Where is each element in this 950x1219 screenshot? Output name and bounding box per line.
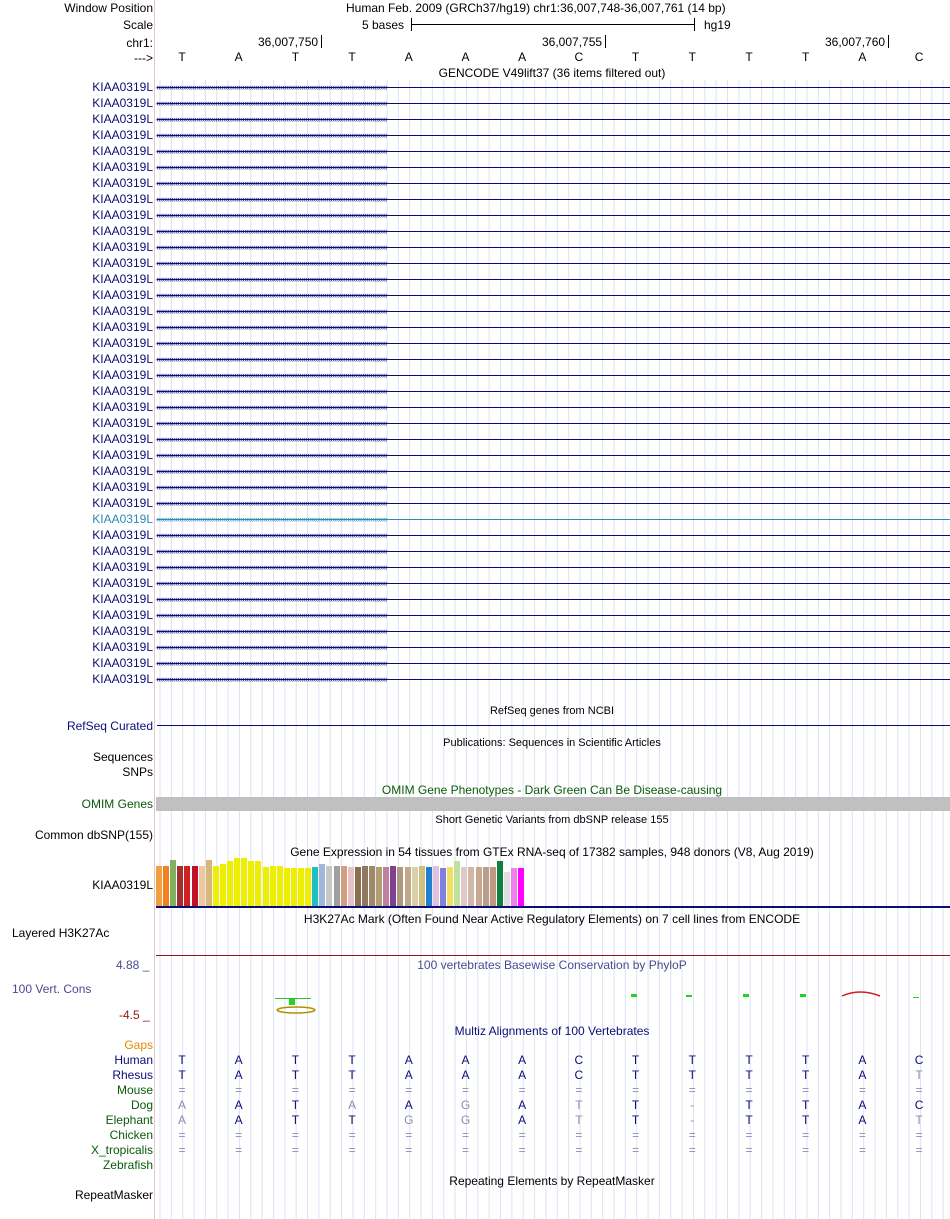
reference-base: T — [291, 50, 300, 64]
multiz-base: A — [234, 1053, 243, 1067]
cons-bar-1 — [275, 998, 311, 999]
gencode-strand-arrows: ‹‹‹‹‹‹‹‹‹‹‹‹‹‹‹‹‹‹‹‹‹‹‹‹‹‹‹‹‹‹‹‹‹‹‹‹‹‹‹‹‹‹‹‹‹‹‹‹‹‹‹‹‹‹‹‹‹‹‹‹‹‹‹‹‹‹‹‹‹‹‹‹‹‹‹‹‹‹‹‹‹‹‹‹‹‹‹‹‹‹‹‹‹‹‹‹‹‹‹‹‹‹‹‹‹‹‹‹‹‹ — [156, 210, 387, 220]
multiz-species-label[interactable]: X_tropicalis — [90, 1143, 153, 1157]
scale-value: 5 bases — [362, 18, 405, 32]
reference-base: T — [348, 50, 356, 64]
multiz-base: T — [802, 1098, 810, 1112]
gencode-strand-arrows: ‹‹‹‹‹‹‹‹‹‹‹‹‹‹‹‹‹‹‹‹‹‹‹‹‹‹‹‹‹‹‹‹‹‹‹‹‹‹‹‹‹‹‹‹‹‹‹‹‹‹‹‹‹‹‹‹‹‹‹‹‹‹‹‹‹‹‹‹‹‹‹‹‹‹‹‹‹‹‹‹‹‹‹‹‹‹‹‹‹‹‹‹‹‹‹‹‹‹‹‹‹‹‹‹‹‹‹‹‹‹ — [156, 370, 387, 380]
gencode-gene-label[interactable]: KIAA0319L — [92, 192, 153, 206]
multiz-base: T — [291, 1098, 300, 1112]
multiz-gaps-label: Gaps — [124, 1038, 153, 1052]
gencode-strand-arrows: ‹‹‹‹‹‹‹‹‹‹‹‹‹‹‹‹‹‹‹‹‹‹‹‹‹‹‹‹‹‹‹‹‹‹‹‹‹‹‹‹‹‹‹‹‹‹‹‹‹‹‹‹‹‹‹‹‹‹‹‹‹‹‹‹‹‹‹‹‹‹‹‹‹‹‹‹‹‹‹‹‹‹‹‹‹‹‹‹‹‹‹‹‹‹‹‹‹‹‹‹‹‹‹‹‹‹‹‹‹‹ — [156, 386, 387, 396]
gencode-gene-label[interactable]: KIAA0319L — [92, 176, 153, 190]
gencode-gene-label[interactable]: KIAA0319L — [92, 208, 153, 222]
multiz-base: = — [291, 1083, 299, 1097]
multiz-base: = — [518, 1128, 526, 1142]
multiz-base: T — [915, 1113, 923, 1127]
coord-1: 36,007,750 — [258, 35, 319, 49]
multiz-base: A — [518, 1098, 527, 1112]
gencode-strand-arrows: ‹‹‹‹‹‹‹‹‹‹‹‹‹‹‹‹‹‹‹‹‹‹‹‹‹‹‹‹‹‹‹‹‹‹‹‹‹‹‹‹‹‹‹‹‹‹‹‹‹‹‹‹‹‹‹‹‹‹‹‹‹‹‹‹‹‹‹‹‹‹‹‹‹‹‹‹‹‹‹‹‹‹‹‹‹‹‹‹‹‹‹‹‹‹‹‹‹‹‹‹‹‹‹‹‹‹‹‹‹‹ — [156, 226, 387, 236]
multiz-base: = — [632, 1143, 640, 1157]
gencode-gene-label[interactable]: KIAA0319L — [92, 416, 153, 430]
multiz-base: T — [802, 1068, 810, 1082]
multiz-base: A — [461, 1053, 470, 1067]
multiz-base: A — [518, 1068, 527, 1082]
gencode-gene-label[interactable]: KIAA0319L — [92, 464, 153, 478]
multiz-base: = — [461, 1128, 470, 1142]
multiz-species-label[interactable]: Zebrafish — [102, 1158, 153, 1172]
conservation-track-title[interactable]: 100 vertebrates Basewise Conservation by PhyloP — [417, 958, 687, 972]
gtex-label[interactable]: KIAA0319L — [92, 878, 153, 892]
multiz-base: = — [858, 1083, 866, 1097]
cons-negative-curve — [842, 992, 880, 996]
multiz-base: T — [745, 1068, 753, 1082]
multiz-base: = — [178, 1128, 186, 1142]
gencode-gene-label[interactable]: KIAA0319L — [92, 624, 153, 638]
multiz-base: T — [688, 1053, 696, 1067]
gencode-gene-label[interactable]: KIAA0319L — [92, 336, 153, 350]
gencode-gene-label[interactable]: KIAA0319L — [92, 512, 153, 526]
multiz-base: T — [575, 1098, 583, 1112]
gencode-strand-arrows: ‹‹‹‹‹‹‹‹‹‹‹‹‹‹‹‹‹‹‹‹‹‹‹‹‹‹‹‹‹‹‹‹‹‹‹‹‹‹‹‹‹‹‹‹‹‹‹‹‹‹‹‹‹‹‹‹‹‹‹‹‹‹‹‹‹‹‹‹‹‹‹‹‹‹‹‹‹‹‹‹‹‹‹‹‹‹‹‹‹‹‹‹‹‹‹‹‹‹‹‹‹‹‹‹‹‹‹‹‹‹ — [156, 674, 387, 684]
multiz-base: A — [858, 1113, 867, 1127]
multiz-base: = — [348, 1083, 356, 1097]
gencode-gene-label[interactable]: KIAA0319L — [92, 256, 153, 270]
multiz-base: T — [631, 1113, 640, 1127]
refseq-track-title[interactable]: RefSeq genes from NCBI — [489, 705, 615, 717]
multiz-base: = — [405, 1128, 413, 1142]
reference-base: T — [802, 50, 810, 64]
multiz-species-label[interactable]: Rhesus — [112, 1068, 153, 1082]
gencode-gene-label[interactable]: KIAA0319L — [92, 640, 153, 654]
multiz-base: = — [575, 1083, 583, 1097]
multiz-base: A — [518, 1113, 527, 1127]
multiz-base: A — [177, 1098, 187, 1112]
multiz-base: T — [348, 1113, 356, 1127]
multiz-base: C — [914, 1098, 924, 1112]
multiz-base: = — [235, 1083, 243, 1097]
reference-base: T — [178, 50, 186, 64]
reference-base: T — [745, 50, 753, 64]
multiz-track-title[interactable]: Multiz Alignments of 100 Vertebrates — [454, 1024, 650, 1038]
dbsnp-label[interactable]: Common dbSNP(155) — [34, 828, 153, 842]
multiz-base: = — [858, 1143, 866, 1157]
multiz-base: T — [575, 1113, 583, 1127]
multiz-base: = — [688, 1143, 696, 1157]
gencode-strand-arrows: ‹‹‹‹‹‹‹‹‹‹‹‹‹‹‹‹‹‹‹‹‹‹‹‹‹‹‹‹‹‹‹‹‹‹‹‹‹‹‹‹‹‹‹‹‹‹‹‹‹‹‹‹‹‹‹‹‹‹‹‹‹‹‹‹‹‹‹‹‹‹‹‹‹‹‹‹‹‹‹‹‹‹‹‹‹‹‹‹‹‹‹‹‹‹‹‹‹‹‹‹‹‹‹‹‹‹‹‹‹‹ — [156, 594, 387, 604]
gencode-gene-label[interactable]: KIAA0319L — [92, 144, 153, 158]
multiz-base: - — [690, 1113, 695, 1127]
multiz-base: T — [688, 1068, 696, 1082]
multiz-base: = — [915, 1143, 923, 1157]
dbsnp-track-title[interactable]: Short Genetic Variants from dbSNP release 155 — [435, 814, 669, 826]
gencode-gene-label[interactable]: KIAA0319L — [92, 448, 153, 462]
gencode-strand-arrows: ‹‹‹‹‹‹‹‹‹‹‹‹‹‹‹‹‹‹‹‹‹‹‹‹‹‹‹‹‹‹‹‹‹‹‹‹‹‹‹‹‹‹‹‹‹‹‹‹‹‹‹‹‹‹‹‹‹‹‹‹‹‹‹‹‹‹‹‹‹‹‹‹‹‹‹‹‹‹‹‹‹‹‹‹‹‹‹‹‹‹‹‹‹‹‹‹‹‹‹‹‹‹‹‹‹‹‹‹‹‹ — [156, 434, 387, 444]
multiz-base: A — [404, 1098, 413, 1112]
cons-bar-4 — [743, 994, 749, 997]
h3k27ac-label[interactable]: Layered H3K27Ac — [12, 926, 110, 940]
multiz-base: T — [178, 1053, 186, 1067]
conservation-min-label: -4.5 _ — [119, 1008, 150, 1022]
omim-label[interactable]: OMIM Genes — [81, 797, 153, 811]
gencode-strand-arrows: ‹‹‹‹‹‹‹‹‹‹‹‹‹‹‹‹‹‹‹‹‹‹‹‹‹‹‹‹‹‹‹‹‹‹‹‹‹‹‹‹‹‹‹‹‹‹‹‹‹‹‹‹‹‹‹‹‹‹‹‹‹‹‹‹‹‹‹‹‹‹‹‹‹‹‹‹‹‹‹‹‹‹‹‹‹‹‹‹‹‹‹‹‹‹‹‹‹‹‹‹‹‹‹‹‹‹‹‹‹‹ — [156, 130, 387, 140]
multiz-base: = — [518, 1143, 526, 1157]
gencode-strand-arrows: ‹‹‹‹‹‹‹‹‹‹‹‹‹‹‹‹‹‹‹‹‹‹‹‹‹‹‹‹‹‹‹‹‹‹‹‹‹‹‹‹‹‹‹‹‹‹‹‹‹‹‹‹‹‹‹‹‹‹‹‹‹‹‹‹‹‹‹‹‹‹‹‹‹‹‹‹‹‹‹‹‹‹‹‹‹‹‹‹‹‹‹‹‹‹‹‹‹‹‹‹‹‹‹‹‹‹‹‹‹‹ — [156, 450, 387, 460]
gencode-strand-arrows: ‹‹‹‹‹‹‹‹‹‹‹‹‹‹‹‹‹‹‹‹‹‹‹‹‹‹‹‹‹‹‹‹‹‹‹‹‹‹‹‹‹‹‹‹‹‹‹‹‹‹‹‹‹‹‹‹‹‹‹‹‹‹‹‹‹‹‹‹‹‹‹‹‹‹‹‹‹‹‹‹‹‹‹‹‹‹‹‹‹‹‹‹‹‹‹‹‹‹‹‹‹‹‹‹‹‹‹‹‹‹ — [156, 178, 387, 188]
reference-base: T — [688, 50, 696, 64]
multiz-base: A — [858, 1098, 867, 1112]
reference-base: A — [858, 50, 867, 64]
reference-base: A — [518, 50, 527, 64]
multiz-base: = — [405, 1143, 413, 1157]
gencode-gene-label[interactable]: KIAA0319L — [92, 240, 153, 254]
multiz-base: C — [574, 1068, 584, 1082]
gencode-strand-arrows: ‹‹‹‹‹‹‹‹‹‹‹‹‹‹‹‹‹‹‹‹‹‹‹‹‹‹‹‹‹‹‹‹‹‹‹‹‹‹‹‹‹‹‹‹‹‹‹‹‹‹‹‹‹‹‹‹‹‹‹‹‹‹‹‹‹‹‹‹‹‹‹‹‹‹‹‹‹‹‹‹‹‹‹‹‹‹‹‹‹‹‹‹‹‹‹‹‹‹‹‹‹‹‹‹‹‹‹‹‹‹ — [156, 626, 387, 636]
gencode-gene-label[interactable]: KIAA0319L — [92, 112, 153, 126]
multiz-base: T — [631, 1053, 640, 1067]
multiz-base: T — [745, 1113, 753, 1127]
gencode-gene-label[interactable]: KIAA0319L — [92, 96, 153, 110]
gencode-gene-label[interactable]: KIAA0319L — [92, 352, 153, 366]
strand-label: ---> — [134, 51, 153, 65]
multiz-base: A — [858, 1053, 867, 1067]
multiz-base: = — [178, 1143, 186, 1157]
multiz-base: = — [632, 1128, 640, 1142]
multiz-base: A — [461, 1068, 470, 1082]
gencode-gene-label[interactable]: KIAA0319L — [92, 368, 153, 382]
multiz-base: A — [234, 1068, 243, 1082]
gencode-strand-arrows: ‹‹‹‹‹‹‹‹‹‹‹‹‹‹‹‹‹‹‹‹‹‹‹‹‹‹‹‹‹‹‹‹‹‹‹‹‹‹‹‹‹‹‹‹‹‹‹‹‹‹‹‹‹‹‹‹‹‹‹‹‹‹‹‹‹‹‹‹‹‹‹‹‹‹‹‹‹‹‹‹‹‹‹‹‹‹‹‹‹‹‹‹‹‹‹‹‹‹‹‹‹‹‹‹‹‹‹‹‹‹ — [156, 274, 387, 284]
multiz-base: = — [575, 1128, 583, 1142]
multiz-base: T — [291, 1068, 300, 1082]
multiz-base: = — [348, 1143, 356, 1157]
multiz-base: - — [690, 1098, 695, 1112]
gencode-strand-arrows: ‹‹‹‹‹‹‹‹‹‹‹‹‹‹‹‹‹‹‹‹‹‹‹‹‹‹‹‹‹‹‹‹‹‹‹‹‹‹‹‹‹‹‹‹‹‹‹‹‹‹‹‹‹‹‹‹‹‹‹‹‹‹‹‹‹‹‹‹‹‹‹‹‹‹‹‹‹‹‹‹‹‹‹‹‹‹‹‹‹‹‹‹‹‹‹‹‹‹‹‹‹‹‹‹‹‹‹‹‹‹ — [156, 530, 387, 540]
multiz-base: = — [575, 1143, 583, 1157]
gencode-strand-arrows: ‹‹‹‹‹‹‹‹‹‹‹‹‹‹‹‹‹‹‹‹‹‹‹‹‹‹‹‹‹‹‹‹‹‹‹‹‹‹‹‹‹‹‹‹‹‹‹‹‹‹‹‹‹‹‹‹‹‹‹‹‹‹‹‹‹‹‹‹‹‹‹‹‹‹‹‹‹‹‹‹‹‹‹‹‹‹‹‹‹‹‹‹‹‹‹‹‹‹‹‹‹‹‹‹‹‹‹‹‹‹ — [156, 578, 387, 588]
omim-track-title[interactable]: OMIM Gene Phenotypes - Dark Green Can Be Disease-causing — [381, 783, 723, 797]
multiz-base: = — [688, 1083, 696, 1097]
multiz-base: T — [802, 1053, 810, 1067]
reference-base: T — [631, 50, 640, 64]
multiz-species-label[interactable]: Elephant — [105, 1113, 153, 1127]
refseq-label[interactable]: RefSeq Curated — [66, 719, 153, 733]
gencode-strand-arrows: ‹‹‹‹‹‹‹‹‹‹‹‹‹‹‹‹‹‹‹‹‹‹‹‹‹‹‹‹‹‹‹‹‹‹‹‹‹‹‹‹‹‹‹‹‹‹‹‹‹‹‹‹‹‹‹‹‹‹‹‹‹‹‹‹‹‹‹‹‹‹‹‹‹‹‹‹‹‹‹‹‹‹‹‹‹‹‹‹‹‹‹‹‹‹‹‹‹‹‹‹‹‹‹‹‹‹‹‹‹‹ — [156, 482, 387, 492]
multiz-base: G — [460, 1113, 471, 1127]
gencode-strand-arrows: ‹‹‹‹‹‹‹‹‹‹‹‹‹‹‹‹‹‹‹‹‹‹‹‹‹‹‹‹‹‹‹‹‹‹‹‹‹‹‹‹‹‹‹‹‹‹‹‹‹‹‹‹‹‹‹‹‹‹‹‹‹‹‹‹‹‹‹‹‹‹‹‹‹‹‹‹‹‹‹‹‹‹‹‹‹‹‹‹‹‹‹‹‹‹‹‹‹‹‹‹‹‹‹‹‹‹‹‹‹‹ — [156, 610, 387, 620]
gencode-strand-arrows: ‹‹‹‹‹‹‹‹‹‹‹‹‹‹‹‹‹‹‹‹‹‹‹‹‹‹‹‹‹‹‹‹‹‹‹‹‹‹‹‹‹‹‹‹‹‹‹‹‹‹‹‹‹‹‹‹‹‹‹‹‹‹‹‹‹‹‹‹‹‹‹‹‹‹‹‹‹‹‹‹‹‹‹‹‹‹‹‹‹‹‹‹‹‹‹‹‹‹‹‹‹‹‹‹‹‹‹‹‹‹ — [156, 402, 387, 412]
multiz-base: = — [802, 1083, 810, 1097]
gencode-gene-label[interactable]: KIAA0319L — [92, 304, 153, 318]
multiz-base: G — [460, 1098, 471, 1112]
multiz-base: = — [235, 1143, 243, 1157]
gencode-gene-label[interactable]: KIAA0319L — [92, 320, 153, 334]
gencode-gene-label[interactable]: KIAA0319L — [92, 384, 153, 398]
gencode-strand-arrows: ‹‹‹‹‹‹‹‹‹‹‹‹‹‹‹‹‹‹‹‹‹‹‹‹‹‹‹‹‹‹‹‹‹‹‹‹‹‹‹‹‹‹‹‹‹‹‹‹‹‹‹‹‹‹‹‹‹‹‹‹‹‹‹‹‹‹‹‹‹‹‹‹‹‹‹‹‹‹‹‹‹‹‹‹‹‹‹‹‹‹‹‹‹‹‹‹‹‹‹‹‹‹‹‹‹‹‹‹‹‹ — [156, 658, 387, 668]
cons-bar-6 — [913, 997, 919, 998]
multiz-species-label[interactable]: Human — [114, 1053, 153, 1067]
multiz-base: A — [518, 1053, 527, 1067]
gencode-strand-arrows: ‹‹‹‹‹‹‹‹‹‹‹‹‹‹‹‹‹‹‹‹‹‹‹‹‹‹‹‹‹‹‹‹‹‹‹‹‹‹‹‹‹‹‹‹‹‹‹‹‹‹‹‹‹‹‹‹‹‹‹‹‹‹‹‹‹‹‹‹‹‹‹‹‹‹‹‹‹‹‹‹‹‹‹‹‹‹‹‹‹‹‹‹‹‹‹‹‹‹‹‹‹‹‹‹‹‹‹‹‹‹ — [156, 418, 387, 428]
cons-ellipse — [277, 1007, 315, 1013]
multiz-species-label[interactable]: Dog — [130, 1098, 153, 1112]
repeatmasker-label[interactable]: RepeatMasker — [74, 1188, 153, 1202]
gencode-strand-arrows: ‹‹‹‹‹‹‹‹‹‹‹‹‹‹‹‹‹‹‹‹‹‹‹‹‹‹‹‹‹‹‹‹‹‹‹‹‹‹‹‹‹‹‹‹‹‹‹‹‹‹‹‹‹‹‹‹‹‹‹‹‹‹‹‹‹‹‹‹‹‹‹‹‹‹‹‹‹‹‹‹‹‹‹‹‹‹‹‹‹‹‹‹‹‹‹‹‹‹‹‹‹‹‹‹‹‹‹‹‹‹ — [156, 114, 387, 124]
multiz-base: = — [291, 1143, 299, 1157]
gtex-track-title[interactable]: Gene Expression in 54 tissues from GTEx RNA-seq of 17382 samples, 948 donors (V8, Aug 2019) — [290, 845, 814, 859]
multiz-base: = — [745, 1128, 753, 1142]
gencode-strand-arrows: ‹‹‹‹‹‹‹‹‹‹‹‹‹‹‹‹‹‹‹‹‹‹‹‹‹‹‹‹‹‹‹‹‹‹‹‹‹‹‹‹‹‹‹‹‹‹‹‹‹‹‹‹‹‹‹‹‹‹‹‹‹‹‹‹‹‹‹‹‹‹‹‹‹‹‹‹‹‹‹‹‹‹‹‹‹‹‹‹‹‹‹‹‹‹‹‹‹‹‹‹‹‹‹‹‹‹‹‹‹‹ — [156, 562, 387, 572]
publications-snps-label[interactable]: SNPs — [122, 765, 153, 779]
scale-label: Scale — [122, 18, 153, 32]
gencode-strand-arrows: ‹‹‹‹‹‹‹‹‹‹‹‹‹‹‹‹‹‹‹‹‹‹‹‹‹‹‹‹‹‹‹‹‹‹‹‹‹‹‹‹‹‹‹‹‹‹‹‹‹‹‹‹‹‹‹‹‹‹‹‹‹‹‹‹‹‹‹‹‹‹‹‹‹‹‹‹‹‹‹‹‹‹‹‹‹‹‹‹‹‹‹‹‹‹‹‹‹‹‹‹‹‹‹‹‹‹‹‹‹‹ — [156, 82, 387, 92]
multiz-base: A — [177, 1113, 187, 1127]
multiz-base: A — [234, 1113, 243, 1127]
multiz-base: = — [745, 1083, 753, 1097]
multiz-base: A — [234, 1098, 243, 1112]
gencode-strand-arrows: ‹‹‹‹‹‹‹‹‹‹‹‹‹‹‹‹‹‹‹‹‹‹‹‹‹‹‹‹‹‹‹‹‹‹‹‹‹‹‹‹‹‹‹‹‹‹‹‹‹‹‹‹‹‹‹‹‹‹‹‹‹‹‹‹‹‹‹‹‹‹‹‹‹‹‹‹‹‹‹‹‹‹‹‹‹‹‹‹‹‹‹‹‹‹‹‹‹‹‹‹‹‹‹‹‹‹‹‹‹‹ — [156, 498, 387, 508]
gencode-gene-label[interactable]: KIAA0319L — [92, 288, 153, 302]
chrom-label: chr1: — [126, 36, 153, 50]
gencode-strand-arrows: ‹‹‹‹‹‹‹‹‹‹‹‹‹‹‹‹‹‹‹‹‹‹‹‹‹‹‹‹‹‹‹‹‹‹‹‹‹‹‹‹‹‹‹‹‹‹‹‹‹‹‹‹‹‹‹‹‹‹‹‹‹‹‹‹‹‹‹‹‹‹‹‹‹‹‹‹‹‹‹‹‹‹‹‹‹‹‹‹‹‹‹‹‹‹‹‹‹‹‹‹‹‹‹‹‹‹‹‹‹‹ — [156, 146, 387, 156]
gencode-gene-label[interactable]: KIAA0319L — [92, 656, 153, 670]
gencode-gene-label[interactable]: KIAA0319L — [92, 224, 153, 238]
window-position-label: Window Position — [64, 1, 153, 15]
cons-bar-2 — [631, 994, 637, 997]
multiz-base: = — [915, 1083, 923, 1097]
multiz-base: T — [745, 1053, 753, 1067]
multiz-base: T — [348, 1068, 356, 1082]
multiz-base: T — [802, 1113, 810, 1127]
reference-base: C — [574, 50, 584, 64]
multiz-base: = — [518, 1083, 526, 1097]
scale-assembly: hg19 — [704, 18, 731, 32]
gencode-gene-label[interactable]: KIAA0319L — [92, 576, 153, 590]
gencode-strand-arrows: ‹‹‹‹‹‹‹‹‹‹‹‹‹‹‹‹‹‹‹‹‹‹‹‹‹‹‹‹‹‹‹‹‹‹‹‹‹‹‹‹‹‹‹‹‹‹‹‹‹‹‹‹‹‹‹‹‹‹‹‹‹‹‹‹‹‹‹‹‹‹‹‹‹‹‹‹‹‹‹‹‹‹‹‹‹‹‹‹‹‹‹‹‹‹‹‹‹‹‹‹‹‹‹‹‹‹‹‹‹‹ — [156, 514, 387, 524]
gencode-gene-label[interactable]: KIAA0319L — [92, 528, 153, 542]
multiz-base: = — [461, 1083, 470, 1097]
multiz-base: A — [404, 1053, 413, 1067]
multiz-base: T — [291, 1053, 300, 1067]
multiz-base: = — [802, 1128, 810, 1142]
multiz-base: T — [291, 1113, 300, 1127]
conservation-label[interactable]: 100 Vert. Cons — [12, 982, 92, 996]
coord-2: 36,007,755 — [542, 35, 603, 49]
multiz-base: = — [235, 1128, 243, 1142]
multiz-base: = — [858, 1128, 866, 1142]
multiz-base: T — [745, 1098, 753, 1112]
gencode-gene-label[interactable]: KIAA0319L — [92, 128, 153, 142]
gencode-strand-arrows: ‹‹‹‹‹‹‹‹‹‹‹‹‹‹‹‹‹‹‹‹‹‹‹‹‹‹‹‹‹‹‹‹‹‹‹‹‹‹‹‹‹‹‹‹‹‹‹‹‹‹‹‹‹‹‹‹‹‹‹‹‹‹‹‹‹‹‹‹‹‹‹‹‹‹‹‹‹‹‹‹‹‹‹‹‹‹‹‹‹‹‹‹‹‹‹‹‹‹‹‹‹‹‹‹‹‹‹‹‹‹ — [156, 322, 387, 332]
reference-base: A — [404, 50, 413, 64]
multiz-base: = — [405, 1083, 413, 1097]
multiz-base: C — [574, 1053, 584, 1067]
gencode-gene-label[interactable]: KIAA0319L — [92, 272, 153, 286]
multiz-base: T — [915, 1068, 923, 1082]
coord-3: 36,007,760 — [825, 35, 886, 49]
multiz-base: T — [178, 1068, 186, 1082]
multiz-base: = — [632, 1083, 640, 1097]
reference-base: A — [461, 50, 470, 64]
multiz-base: T — [348, 1053, 356, 1067]
gencode-strand-arrows: ‹‹‹‹‹‹‹‹‹‹‹‹‹‹‹‹‹‹‹‹‹‹‹‹‹‹‹‹‹‹‹‹‹‹‹‹‹‹‹‹‹‹‹‹‹‹‹‹‹‹‹‹‹‹‹‹‹‹‹‹‹‹‹‹‹‹‹‹‹‹‹‹‹‹‹‹‹‹‹‹‹‹‹‹‹‹‹‹‹‹‹‹‹‹‹‹‹‹‹‹‹‹‹‹‹‹‹‹‹‹ — [156, 306, 387, 316]
multiz-species-label[interactable]: Mouse — [116, 1083, 153, 1097]
gencode-strand-arrows: ‹‹‹‹‹‹‹‹‹‹‹‹‹‹‹‹‹‹‹‹‹‹‹‹‹‹‹‹‹‹‹‹‹‹‹‹‹‹‹‹‹‹‹‹‹‹‹‹‹‹‹‹‹‹‹‹‹‹‹‹‹‹‹‹‹‹‹‹‹‹‹‹‹‹‹‹‹‹‹‹‹‹‹‹‹‹‹‹‹‹‹‹‹‹‹‹‹‹‹‹‹‹‹‹‹‹‹‹‹‹ — [156, 642, 387, 652]
multiz-base: T — [631, 1068, 640, 1082]
publications-sequences-label[interactable]: Sequences — [92, 750, 153, 764]
multiz-base: = — [348, 1128, 356, 1142]
gencode-gene-label[interactable]: KIAA0319L — [92, 480, 153, 494]
multiz-species-label[interactable]: Chicken — [109, 1128, 153, 1142]
gencode-gene-label[interactable]: KIAA0319L — [92, 608, 153, 622]
gencode-gene-label[interactable]: KIAA0319L — [92, 496, 153, 510]
multiz-base: = — [688, 1128, 696, 1142]
gencode-gene-label[interactable]: KIAA0319L — [92, 432, 153, 446]
reference-base: C — [914, 50, 924, 64]
gencode-strand-arrows: ‹‹‹‹‹‹‹‹‹‹‹‹‹‹‹‹‹‹‹‹‹‹‹‹‹‹‹‹‹‹‹‹‹‹‹‹‹‹‹‹‹‹‹‹‹‹‹‹‹‹‹‹‹‹‹‹‹‹‹‹‹‹‹‹‹‹‹‹‹‹‹‹‹‹‹‹‹‹‹‹‹‹‹‹‹‹‹‹‹‹‹‹‹‹‹‹‹‹‹‹‹‹‹‹‹‹‹‹‹‹ — [156, 258, 387, 268]
gencode-gene-label[interactable]: KIAA0319L — [92, 160, 153, 174]
reference-base: A — [234, 50, 243, 64]
gencode-gene-label[interactable]: KIAA0319L — [92, 672, 153, 686]
h3k27ac-track-title[interactable]: H3K27Ac Mark (Often Found Near Active Regulatory Elements) on 7 cell lines from ENCODE — [303, 912, 801, 926]
gencode-strand-arrows: ‹‹‹‹‹‹‹‹‹‹‹‹‹‹‹‹‹‹‹‹‹‹‹‹‹‹‹‹‹‹‹‹‹‹‹‹‹‹‹‹‹‹‹‹‹‹‹‹‹‹‹‹‹‹‹‹‹‹‹‹‹‹‹‹‹‹‹‹‹‹‹‹‹‹‹‹‹‹‹‹‹‹‹‹‹‹‹‹‹‹‹‹‹‹‹‹‹‹‹‹‹‹‹‹‹‹‹‹‹‹ — [156, 162, 387, 172]
multiz-base: T — [631, 1098, 640, 1112]
multiz-base: A — [404, 1068, 413, 1082]
multiz-base: = — [291, 1128, 299, 1142]
multiz-base: C — [914, 1053, 924, 1067]
cons-bar-3 — [686, 995, 692, 997]
gencode-strand-arrows: ‹‹‹‹‹‹‹‹‹‹‹‹‹‹‹‹‹‹‹‹‹‹‹‹‹‹‹‹‹‹‹‹‹‹‹‹‹‹‹‹‹‹‹‹‹‹‹‹‹‹‹‹‹‹‹‹‹‹‹‹‹‹‹‹‹‹‹‹‹‹‹‹‹‹‹‹‹‹‹‹‹‹‹‹‹‹‹‹‹‹‹‹‹‹‹‹‹‹‹‹‹‹‹‹‹‹‹‹‹‹ — [156, 338, 387, 348]
multiz-base: = — [802, 1143, 810, 1157]
multiz-base: A — [348, 1098, 357, 1112]
gencode-strand-arrows: ‹‹‹‹‹‹‹‹‹‹‹‹‹‹‹‹‹‹‹‹‹‹‹‹‹‹‹‹‹‹‹‹‹‹‹‹‹‹‹‹‹‹‹‹‹‹‹‹‹‹‹‹‹‹‹‹‹‹‹‹‹‹‹‹‹‹‹‹‹‹‹‹‹‹‹‹‹‹‹‹‹‹‹‹‹‹‹‹‹‹‹‹‹‹‹‹‹‹‹‹‹‹‹‹‹‹‹‹‹‹ — [156, 242, 387, 252]
window-position-value: Human Feb. 2009 (GRCh37/hg19) chr1:36,007,748-36,007,761 (14 bp) — [346, 1, 726, 15]
gencode-strand-arrows: ‹‹‹‹‹‹‹‹‹‹‹‹‹‹‹‹‹‹‹‹‹‹‹‹‹‹‹‹‹‹‹‹‹‹‹‹‹‹‹‹‹‹‹‹‹‹‹‹‹‹‹‹‹‹‹‹‹‹‹‹‹‹‹‹‹‹‹‹‹‹‹‹‹‹‹‹‹‹‹‹‹‹‹‹‹‹‹‹‹‹‹‹‹‹‹‹‹‹‹‹‹‹‹‹‹‹‹‹‹‹ — [156, 98, 387, 108]
gencode-strand-arrows: ‹‹‹‹‹‹‹‹‹‹‹‹‹‹‹‹‹‹‹‹‹‹‹‹‹‹‹‹‹‹‹‹‹‹‹‹‹‹‹‹‹‹‹‹‹‹‹‹‹‹‹‹‹‹‹‹‹‹‹‹‹‹‹‹‹‹‹‹‹‹‹‹‹‹‹‹‹‹‹‹‹‹‹‹‹‹‹‹‹‹‹‹‹‹‹‹‹‹‹‹‹‹‹‹‹‹‹‹‹‹ — [156, 546, 387, 556]
multiz-base: A — [858, 1068, 867, 1082]
multiz-base: = — [745, 1143, 753, 1157]
gencode-strand-arrows: ‹‹‹‹‹‹‹‹‹‹‹‹‹‹‹‹‹‹‹‹‹‹‹‹‹‹‹‹‹‹‹‹‹‹‹‹‹‹‹‹‹‹‹‹‹‹‹‹‹‹‹‹‹‹‹‹‹‹‹‹‹‹‹‹‹‹‹‹‹‹‹‹‹‹‹‹‹‹‹‹‹‹‹‹‹‹‹‹‹‹‹‹‹‹‹‹‹‹‹‹‹‹‹‹‹‹‹‹‹‹ — [156, 290, 387, 300]
gencode-gene-label[interactable]: KIAA0319L — [92, 544, 153, 558]
gencode-strand-arrows: ‹‹‹‹‹‹‹‹‹‹‹‹‹‹‹‹‹‹‹‹‹‹‹‹‹‹‹‹‹‹‹‹‹‹‹‹‹‹‹‹‹‹‹‹‹‹‹‹‹‹‹‹‹‹‹‹‹‹‹‹‹‹‹‹‹‹‹‹‹‹‹‹‹‹‹‹‹‹‹‹‹‹‹‹‹‹‹‹‹‹‹‹‹‹‹‹‹‹‹‹‹‹‹‹‹‹‹‹‹‹ — [156, 354, 387, 364]
multiz-base: = — [915, 1128, 923, 1142]
multiz-base: = — [461, 1143, 470, 1157]
gencode-track-title[interactable]: GENCODE V49lift37 (36 items filtered out) — [438, 66, 666, 80]
multiz-base: G — [404, 1113, 414, 1127]
cons-bar-1b — [289, 999, 295, 1005]
gencode-gene-label[interactable]: KIAA0319L — [92, 80, 153, 94]
publications-track-title[interactable]: Publications: Sequences in Scientific Articles — [443, 737, 661, 749]
gencode-gene-label[interactable]: KIAA0319L — [92, 560, 153, 574]
gencode-strand-arrows: ‹‹‹‹‹‹‹‹‹‹‹‹‹‹‹‹‹‹‹‹‹‹‹‹‹‹‹‹‹‹‹‹‹‹‹‹‹‹‹‹‹‹‹‹‹‹‹‹‹‹‹‹‹‹‹‹‹‹‹‹‹‹‹‹‹‹‹‹‹‹‹‹‹‹‹‹‹‹‹‹‹‹‹‹‹‹‹‹‹‹‹‹‹‹‹‹‹‹‹‹‹‹‹‹‹‹‹‹‹‹ — [156, 466, 387, 476]
gencode-gene-label[interactable]: KIAA0319L — [92, 592, 153, 606]
repeatmasker-track-title[interactable]: Repeating Elements by RepeatMasker — [449, 1174, 655, 1188]
gencode-gene-label[interactable]: KIAA0319L — [92, 400, 153, 414]
multiz-base: = — [178, 1083, 186, 1097]
conservation-max-label: 4.88 _ — [116, 958, 150, 972]
cons-bar-5 — [800, 994, 806, 997]
gencode-strand-arrows: ‹‹‹‹‹‹‹‹‹‹‹‹‹‹‹‹‹‹‹‹‹‹‹‹‹‹‹‹‹‹‹‹‹‹‹‹‹‹‹‹‹‹‹‹‹‹‹‹‹‹‹‹‹‹‹‹‹‹‹‹‹‹‹‹‹‹‹‹‹‹‹‹‹‹‹‹‹‹‹‹‹‹‹‹‹‹‹‹‹‹‹‹‹‹‹‹‹‹‹‹‹‹‹‹‹‹‹‹‹‹ — [156, 194, 387, 204]
